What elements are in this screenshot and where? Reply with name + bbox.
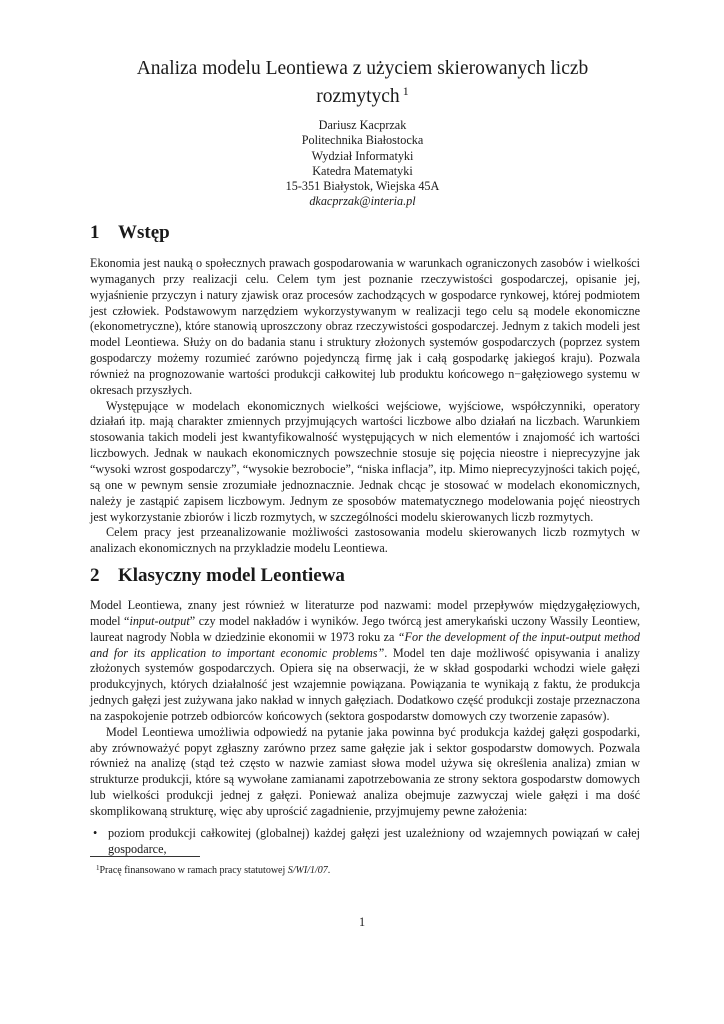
- bullet-icon: •: [93, 825, 98, 840]
- title-line-2: rozmytych $^1$: [316, 84, 409, 107]
- section-number: 1: [90, 222, 100, 243]
- section-2-body: [90, 598, 640, 858]
- paragraph: Występujące w modelach ekonomicznych wielkości wejściowe, wyjściowe, współczynniki, operatory działań itp. mają charakter zmiennych przyjmujących wartości liczbowe albo działań na liczbach. Warunkiem stosowania takich modeli jest kwantyfikowalność występujących w nich elementów i znajomość ich wartości liczbowych. Jednak w naukach ekonomicznych powszechnie stosuje się pojęcia nieostre i nieprecyzyjne jak “wysoki wzrost gospodarczy”, “wysokie bezrobocie”, “niska inflacja”, itp. Mimo nieprecyzyjności takich pojęć, są one w pewnym sensie zrozumiałe jednoznacznie. Jednak chcąc je stosować w modelach ekonomicznych, należy je zastąpić zapisem liczbowym. Jednym ze sposobów matematycznego modelowania pojęć nieostrych jest wykorzystanie zbiorów i liczb rozmytych, w szczególności modelu skierowanych liczb rozmytych.: [90, 398, 640, 524]
- title-line-1: Analiza modelu Leontiewa z użyciem skierowanych liczb: [136, 58, 589, 79]
- affiliation-line: Politechnika Białostocka: [301, 133, 424, 148]
- section-title: Klasyczny model Leontiewa: [118, 565, 345, 586]
- footnote: $^1$Pracę finansowano w ramach pracy statutowej S/WI/1/07.: [96, 864, 331, 876]
- section-heading-2: [90, 565, 345, 587]
- affiliation-line: Wydział Informatyki: [311, 148, 414, 163]
- footnote-divider: [90, 856, 200, 857]
- assumption-list: [90, 826, 640, 858]
- author-block: [90, 118, 635, 210]
- page-number: 1: [358, 915, 366, 929]
- emphasis: input-output: [129, 613, 190, 628]
- section-1-body: [90, 256, 640, 557]
- paragraph: Celem pracy jest przeanalizowanie możliwości zastosowania modelu skierowanych liczb rozmytych w analizach ekonomicznych na przykladzie modelu Leontiewa.: [90, 525, 640, 556]
- paragraph: Model Leontiewa, znany jest również w literaturze pod nazwami: model przepływów międzygałęziowych, model “input-output” czy model nakładów i wyników. Jego twórcą jest amerykański uczony Wassily Leontiew, laureat nagrody Nobla w dziedzinie ekonomii w 1973 roku za “For the development of the input-output method and for its application to important economic problems”. Model ten daje możliwość opisywania i analizy złożonych systemów gospodarczych. Opiera się na obserwacji, że w skład gospodarki wchodzi wiele gałęzi produkcyjnych, których działalność jest wzajemnie powiązana. Powiązania te wynikają z faktu, że produkcja jednych gałęzi jest zużywana jako nakład w innych gałęziach. Dodatkowo część produkcji zostaje przeznaczona na zaspokojenie potrzeb odbiorców końcowych (sektora gospodarstw domowych czy tworzenie zapasów).: [90, 598, 641, 723]
- paper-title: [90, 58, 635, 108]
- footnote-code: S/WI/1/07: [287, 865, 328, 876]
- author-email: dkacprzak@interia.pl: [309, 194, 416, 209]
- section-heading-1: [90, 222, 170, 244]
- title-footnote-mark: 1: [402, 84, 409, 98]
- paragraph: Ekonomia jest nauką o społecznych prawach gospodarowania w warunkach ograniczonych zasobów i wielkości wymaganych przy realizacji celu. Celem tym jest poznanie rzeczywistości gospodarczej, opisanie jej, wyjaśnienie przyczyn i natury zjawisk oraz procesów zachodzących w gospodarce rynkowej, której podmiotem jest człowiek. Podstawowym narzędziem wykorzystywanym w realizacji tego celu są modele ekonomiczne (ekonometryczne), które stanowią uproszczony obraz rzeczywistości gospodarczej. Jednym z takich modeli jest model Leontiewa. Służy on do badania stanu i struktury złożonych systemów gospodarczych (poprzez system gospodarczy możemy rozumieć zarówno pojedynczą firmę jak i całą gospodarkę jakiegoś kraju). Pozwala również na prognozowanie wartości produkcji całkowitej lub produktu końcowego n−gałęziowego systemu w okresach przyszłych.: [90, 256, 640, 397]
- affiliation-line: 15-351 Białystok, Wiejska 45A: [285, 179, 440, 194]
- affiliation-line: Katedra Matematyki: [312, 163, 413, 178]
- section-number: 2: [90, 565, 100, 586]
- author-name: Dariusz Kacprzak: [318, 118, 407, 132]
- footnote-mark: 1: [96, 864, 100, 872]
- emphasis-quote: “For the development of the input-output method and for its application to important economic problems”: [90, 629, 641, 660]
- section-title: Wstęp: [118, 222, 170, 243]
- list-item: • poziom produkcji całkowitej (globalnej) każdej gałęzi jest uzależniony od wzajemnych powiązań w całej gospodarce,: [93, 825, 640, 856]
- paragraph: Model Leontiewa umożliwia odpowiedź na pytanie jaka powinna być produkcja każdej gałęzi gospodarki, aby zrównoważyć popyt zgłaszny zarówno przez same gałęzie jak i sektor gospodarstw domowych. Pozwala również na analizę (stąd też często w nazwie zamiast słowa model używa się określenia analiza) zmian w strukturze produkcji, które są wywołane zamianami zapotrzebowania ze strony sektora gospodarstw domowych lub wielkości produkcji jednej z gałęzi. Ponieważ analiza obejmuje zazwyczaj wiele gałęzi i ma dość skomplikowaną strukturę, więc aby uprościć zagadnienie, przyjmujemy pewne założenia:: [90, 724, 640, 818]
